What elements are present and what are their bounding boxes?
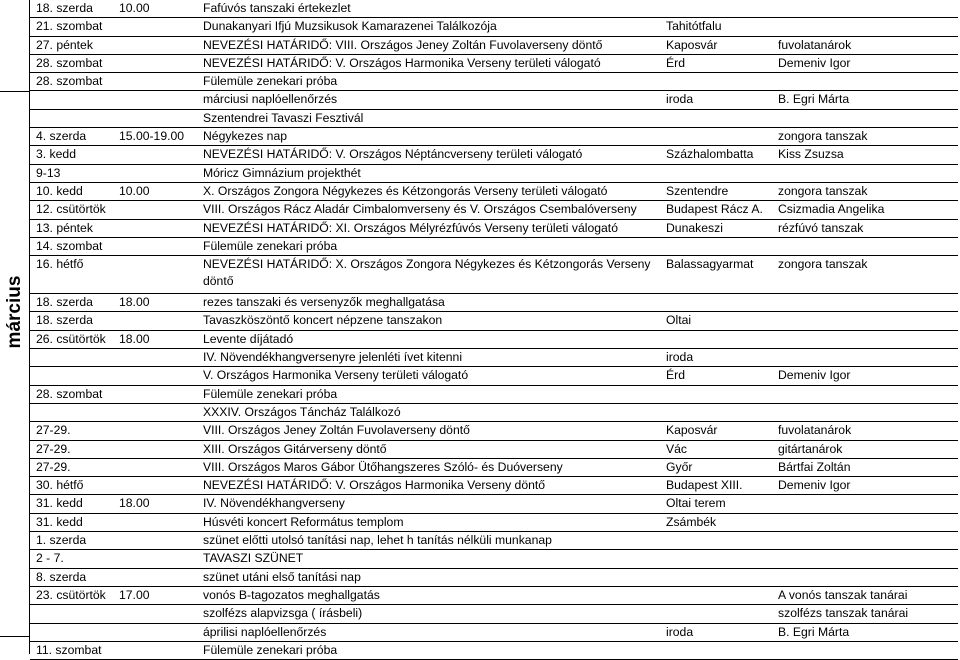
time-cell: 15.00-19.00 — [119, 129, 185, 144]
date-cell: 31. kedd — [36, 514, 83, 529]
date-cell: 18. szerda — [36, 313, 93, 328]
table-row — [30, 73, 958, 91]
table-row — [30, 422, 958, 440]
table-row — [30, 91, 958, 109]
table-row — [30, 624, 958, 642]
place-cell: Dunakeszi — [666, 220, 723, 235]
event-cell: NEVEZÉSI HATÁRIDŐ: V. Országos Harmonika Verseny területi válogató — [203, 55, 601, 70]
table-row — [30, 642, 958, 660]
time-cell: 18.00 — [119, 496, 150, 511]
event-cell: vonós B-tagozatos meghallgatás — [203, 587, 380, 602]
month-label: március — [4, 275, 25, 349]
event-cell: NEVEZÉSI HATÁRIDŐ: VIII. Országos Jeney Zoltán Fuvolaverseny döntő — [203, 37, 603, 52]
date-cell: 26. csütörtök — [36, 331, 106, 346]
table-row — [30, 128, 958, 146]
side-separator — [0, 91, 30, 92]
table-row — [30, 477, 958, 495]
event-cell: Fafúvós tanszaki értekezlet — [203, 1, 351, 15]
table-row — [30, 201, 958, 219]
place-cell: Érd — [666, 368, 685, 383]
person-cell: A vonós tanszak tanárai — [778, 587, 908, 602]
event-cell: szolfézs alapvizsga ( írásbeli) — [203, 606, 363, 621]
date-cell: 4. szerda — [36, 129, 87, 144]
event-cell: áprilisi naplóellenőrzés — [203, 624, 327, 639]
event-cell: XXXIV. Országos Táncház Találkozó — [203, 404, 401, 419]
date-cell: 28. szombat — [36, 74, 103, 89]
place-cell: Oltai terem — [666, 496, 726, 511]
table-row — [30, 110, 958, 128]
event-cell: X. Országos Zongora Négykezes és Kétzongorás Verseny területi válogató — [203, 183, 608, 198]
person-cell: B. Egri Márta — [778, 92, 850, 107]
date-cell: 30. hétfő — [36, 478, 84, 493]
table-row — [30, 404, 958, 422]
event-cell — [203, 256, 651, 290]
place-cell: iroda — [666, 624, 694, 639]
event-cell: Négykezes nap — [203, 129, 288, 144]
table-row — [30, 514, 958, 532]
date-cell: 27-29. — [36, 423, 71, 438]
time-cell: 17.00 — [119, 587, 150, 602]
date-cell: 27-29. — [36, 441, 71, 456]
table-row — [30, 37, 958, 55]
person-cell: zongora tanszak — [778, 129, 868, 144]
table-row — [30, 495, 958, 513]
person-cell: Csizmadia Angelika — [778, 202, 885, 217]
table-row — [30, 569, 958, 587]
event-cell: szünet utáni első tanítási nap — [203, 569, 361, 584]
person-cell: fuvolatanárok — [778, 37, 852, 52]
date-cell: 16. hétfő — [36, 257, 84, 272]
event-cell: NEVEZÉSI HATÁRIDŐ: V. Országos Harmonika Verseny döntő — [203, 478, 546, 493]
event-cell: rezes tanszaki és versenyzők meghallgatása — [203, 295, 445, 310]
place-cell: Oltai — [666, 313, 692, 328]
side-column — [0, 0, 30, 654]
event-cell: IV. Növendékhangverseny — [203, 496, 345, 511]
time-cell: 10.00 — [119, 1, 150, 15]
table-row — [30, 146, 958, 164]
table-row — [30, 18, 958, 36]
place-cell: iroda — [666, 92, 694, 107]
event-cell: V. Országos Harmonika Verseny területi válogató — [203, 368, 469, 383]
table-row — [30, 55, 958, 73]
person-cell: Kiss Zsuzsa — [778, 147, 844, 162]
date-cell: 9-13 — [36, 165, 61, 180]
table-row — [30, 441, 958, 459]
date-cell: 13. péntek — [36, 220, 93, 235]
person-cell: B. Egri Márta — [778, 624, 850, 639]
date-cell: 8. szerda — [36, 569, 87, 584]
place-cell: Tahitótfalu — [666, 19, 722, 34]
table-row — [30, 532, 958, 550]
person-cell: zongora tanszak — [778, 183, 868, 198]
month-label-cell — [0, 92, 30, 532]
event-line: döntő — [203, 274, 234, 289]
table-row — [30, 165, 958, 183]
event-cell: Fülemüle zenekari próba — [203, 238, 338, 253]
date-cell: 18. szerda — [36, 295, 93, 310]
person-cell: gitártanárok — [778, 441, 843, 456]
event-line: NEVEZÉSI HATÁRIDŐ: X. Országos Zongora Négykezes és Kétzongorás Verseny — [203, 257, 651, 272]
event-cell: Levente díjátadó — [203, 331, 294, 346]
event-cell: márciusi naplóellenőrzés — [203, 92, 338, 107]
event-cell: NEVEZÉSI HATÁRIDŐ: XI. Országos Mélyrézfúvós Verseny területi válogató — [203, 220, 618, 235]
table-row — [30, 367, 958, 385]
event-cell: VIII. Országos Rácz Aladár Cimbalomverseny és V. Országos Csembalóverseny — [203, 202, 637, 217]
event-cell: Fülemüle zenekari próba — [203, 386, 338, 401]
date-cell: 3. kedd — [36, 147, 76, 162]
table-row — [30, 238, 958, 256]
place-cell: iroda — [666, 350, 694, 365]
date-cell: 2 - 7. — [36, 551, 64, 566]
person-cell: Demeniv Igor — [778, 478, 851, 493]
table-row — [30, 605, 958, 623]
event-cell: TAVASZI SZÜNET — [203, 551, 304, 566]
event-cell: Dunakanyari Ifjú Muzsikusok Kamarazenei Találkozója — [203, 19, 497, 34]
schedule-table — [30, 0, 958, 660]
date-cell: 27. péntek — [36, 37, 93, 52]
event-cell: VIII. Országos Maros Gábor Ütőhangszeres Szóló- és Duóverseny — [203, 459, 563, 474]
table-row — [30, 183, 958, 201]
place-cell: Érd — [666, 55, 685, 70]
place-cell: Szentendre — [666, 183, 729, 198]
table-row — [30, 256, 958, 294]
event-cell: VIII. Országos Jeney Zoltán Fuvolaverseny döntő — [203, 423, 470, 438]
date-cell: 12. csütörtök — [36, 202, 106, 217]
date-cell: 23. csütörtök — [36, 587, 106, 602]
place-cell: Budapest Rácz A. — [666, 202, 763, 217]
time-cell: 18.00 — [119, 331, 150, 346]
table-row — [30, 312, 958, 330]
event-cell: Húsvéti koncert Református templom — [203, 514, 404, 529]
place-cell: Balassagyarmat — [666, 257, 754, 272]
table-row — [30, 294, 958, 312]
event-cell: Fülemüle zenekari próba — [203, 74, 338, 89]
table-row — [30, 331, 958, 349]
date-cell: 28. szombat — [36, 386, 103, 401]
place-cell: Vác — [666, 441, 688, 456]
event-cell: Móricz Gimnázium projekthét — [203, 165, 361, 180]
place-cell: Kaposvár — [666, 423, 718, 438]
date-cell: 28. szombat — [36, 55, 103, 70]
date-cell: 10. kedd — [36, 183, 83, 198]
date-cell: 18. szerda — [36, 1, 93, 15]
date-cell: 14. szombat — [36, 238, 103, 253]
table-row — [30, 459, 958, 477]
table-row — [30, 550, 958, 568]
event-cell: Szentendrei Tavaszi Fesztivál — [203, 110, 364, 125]
time-cell: 18.00 — [119, 295, 150, 310]
date-cell: 31. kedd — [36, 496, 83, 511]
place-cell: Budapest XIII. — [666, 478, 743, 493]
side-separator — [0, 636, 30, 637]
person-cell: Demeniv Igor — [778, 368, 851, 383]
event-cell: NEVEZÉSI HATÁRIDŐ: V. Országos Néptáncverseny területi válogató — [203, 147, 583, 162]
event-cell: XIII. Országos Gitárverseny döntő — [203, 441, 387, 456]
date-cell: 27-29. — [36, 459, 71, 474]
table-row — [30, 220, 958, 238]
place-cell: Százhalombatta — [666, 147, 754, 162]
event-cell: IV. Növendékhangversenyre jelenléti ívet kitenni — [203, 350, 463, 365]
place-cell: Győr — [666, 459, 693, 474]
table-row — [30, 0, 958, 18]
person-cell: szolfézs tanszak tanárai — [778, 606, 909, 621]
date-cell: 1. szerda — [36, 533, 87, 548]
date-cell: 21. szombat — [36, 19, 103, 34]
date-cell: 11. szombat — [36, 642, 102, 657]
time-cell: 10.00 — [119, 183, 150, 198]
table-row — [30, 587, 958, 605]
person-cell: Bártfai Zoltán — [778, 459, 851, 474]
table-row — [30, 386, 958, 404]
person-cell: zongora tanszak — [778, 257, 868, 272]
table-row — [30, 349, 958, 367]
place-cell: Kaposvár — [666, 37, 718, 52]
person-cell: rézfúvó tanszak — [778, 220, 864, 235]
event-cell: Tavaszköszöntő koncert népzene tanszakon — [203, 313, 443, 328]
place-cell: Zsámbék — [666, 514, 717, 529]
person-cell: fuvolatanárok — [778, 423, 852, 438]
event-cell: Fülemüle zenekari próba — [203, 642, 338, 657]
event-cell: szünet előtti utolsó tanítási nap, lehet h tanítás nélküli munkanap — [203, 533, 552, 548]
person-cell: Demeniv Igor — [778, 55, 851, 70]
